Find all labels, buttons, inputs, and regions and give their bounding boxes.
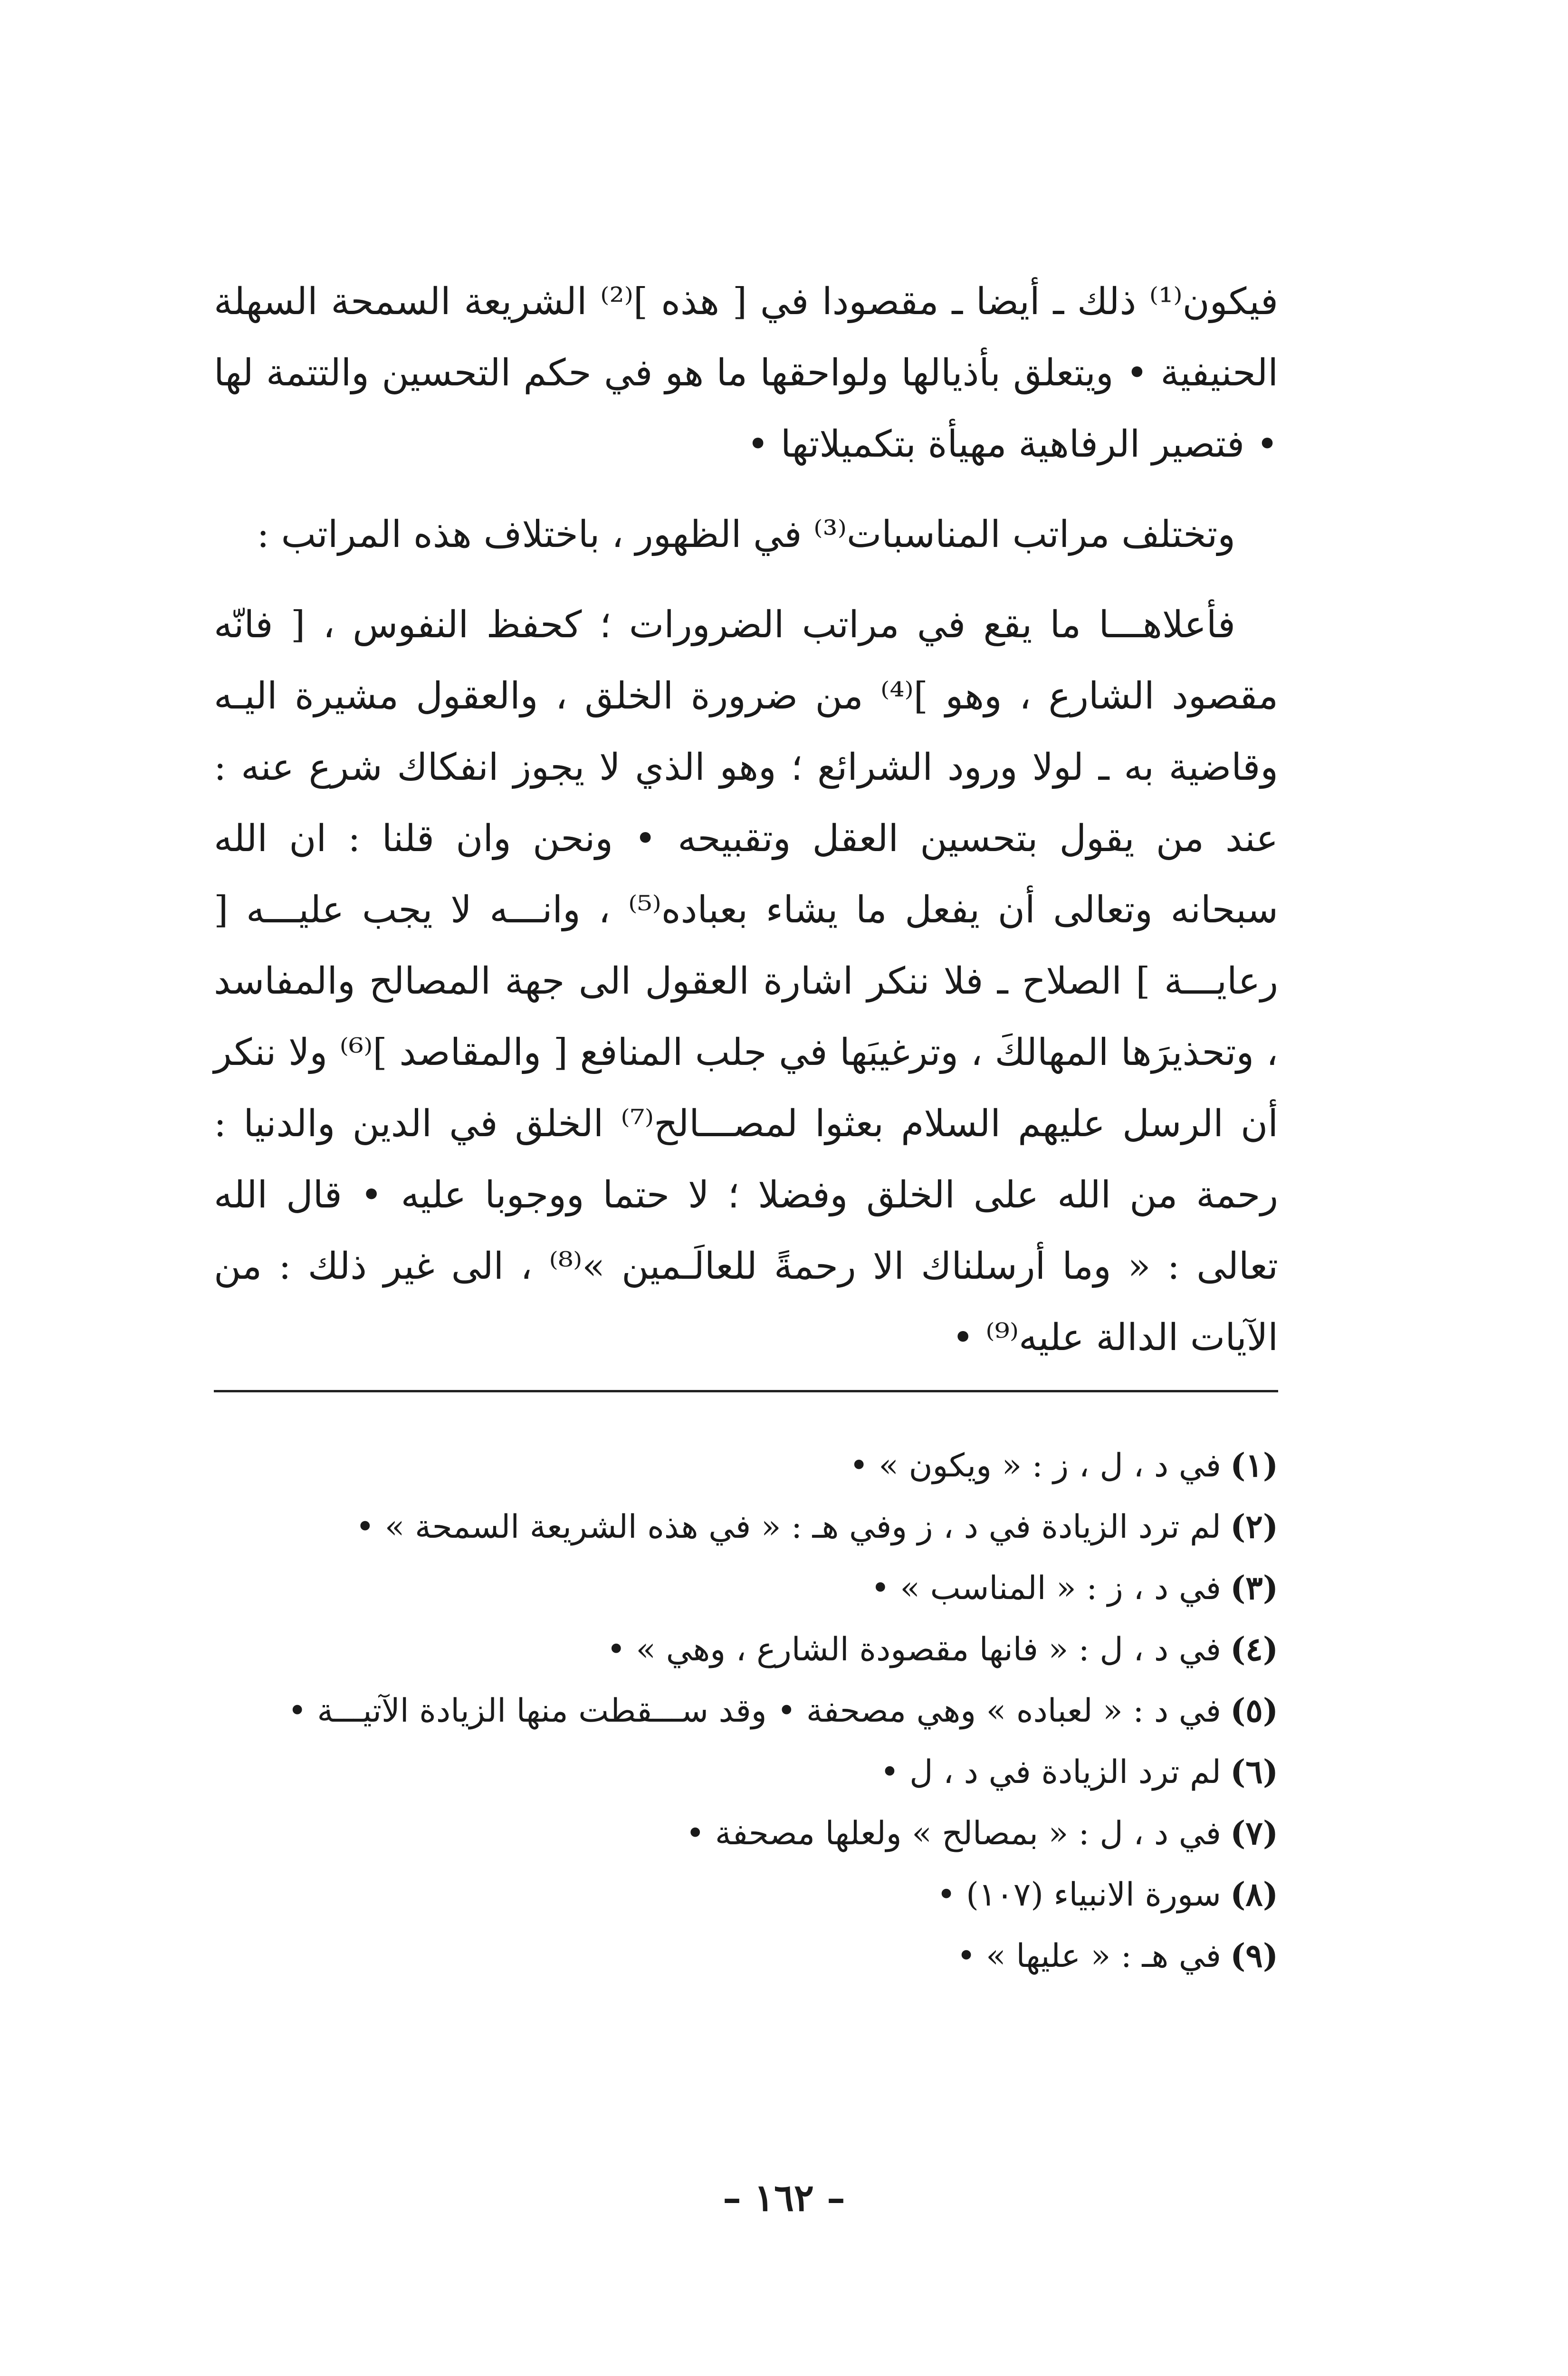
paragraph-1: فيكون⁽¹⁾ ذلك ـ أيضا ـ مقصودا في [ هذه ]⁽²⁾ الشريعة السمحة السهلة الحنيفية • ويتعلق بأذيالها ولواحقها ما هو في حكم التحسين والتتمة لها • فتصير الرفاهية مهيأة بتكميلاتها • bbox=[214, 280, 1278, 466]
footnote-text: في د ، ل : « بمصالح » ولعلها مصحفة • bbox=[686, 1815, 1221, 1852]
footnote-text: في د : « لعباده » وهي مصحفة • وقد ســـقطت منها الزيادة الآتيـــة • bbox=[287, 1692, 1221, 1730]
footnote-7 bbox=[214, 1803, 1278, 1864]
footnote-5 bbox=[214, 1680, 1278, 1742]
footnote-number: (٩) bbox=[1230, 1937, 1278, 1975]
footnote-text: في د ، ز : « المناسب » • bbox=[870, 1570, 1221, 1607]
page-number: – ١٦٢ – bbox=[723, 2176, 845, 2220]
footnote-9 bbox=[214, 1926, 1278, 1987]
footnote-text: في هـ : « عليها » • bbox=[956, 1937, 1221, 1975]
footnote-text: في د ، ل : « فانها مقصودة الشارع ، وهي » • bbox=[606, 1631, 1221, 1668]
footnote-6 bbox=[214, 1742, 1278, 1803]
footnote-number: (٤) bbox=[1230, 1630, 1278, 1668]
footnote-text: سورة الانبياء (١٠٧) • bbox=[937, 1876, 1221, 1914]
footnote-text: لم ترد الزيادة في د ، ز وفي هـ : « في هذه الشريعة السمحة » • bbox=[355, 1508, 1221, 1546]
footnote-text: لم ترد الزيادة في د ، ل • bbox=[880, 1753, 1221, 1791]
footnote-number: (٧) bbox=[1230, 1814, 1278, 1852]
footnote-number: (٦) bbox=[1230, 1753, 1278, 1791]
footnote-8 bbox=[214, 1864, 1278, 1926]
footnote-text: في د ، ل ، ز : « ويكون » • bbox=[849, 1447, 1221, 1485]
footnote-number: (٢) bbox=[1230, 1508, 1278, 1546]
footnote-number: (١) bbox=[1230, 1447, 1278, 1485]
footnote-1 bbox=[214, 1435, 1278, 1496]
footnote-divider bbox=[214, 1390, 1278, 1392]
paragraph-2: وتختلف مراتب المناسبات⁽³⁾ في الظهور ، باختلاف هذه المراتب : bbox=[257, 513, 1235, 556]
footnote-number: (٥) bbox=[1230, 1692, 1278, 1730]
footnote-number: (٨) bbox=[1230, 1876, 1278, 1914]
main-text-body bbox=[214, 266, 1278, 1392]
footnotes-section bbox=[214, 1435, 1278, 1987]
paragraph-3: فأعلاهـــا ما يقع في مراتب الضرورات ؛ كحفظ النفوس ، [ فانّه مقصود الشارع ، وهو ]⁽⁴⁾ من ضرورة الخلق ، والعقول مشيرة اليـه وقاضية به ـ لولا ورود الشرائع ؛ وهو الذي لا يجوز انفكاك شرع عنه : عند من يقول بتحسين العقل وتقبيحه • ونحن وان قلنا : ان الله سبحانه وتعالى أن يفعل ما يشاء بعباده⁽⁵⁾ ، وانـــه لا يجب عليـــه [ رعايـــة ] الصلاح ـ فلا ننكر اشارة العقول الى جهة المصالح والمفاسد ، وتحذيرَها المهالكَ ، وترغيبَها في جلب المنافع [ والمقاصد ]⁽⁶⁾ ولا ننكر أن الرسل عليهم السلام بعثوا لمصـــالح⁽⁷⁾ الخلق في الدين والدنيا : رحمة من الله على الخلق وفضلا ؛ لا حتما ووجوبا عليه • قال الله تعالى : « وما أرسلناك الا رحمةً للعالَـمين »⁽⁸⁾ ، الى غير ذلك : من الآيات الدالة عليه⁽⁹⁾ • bbox=[214, 604, 1279, 1359]
footnote-number: (٣) bbox=[1230, 1569, 1278, 1607]
footnote-4 bbox=[214, 1619, 1278, 1680]
footnote-3 bbox=[214, 1558, 1278, 1619]
footnote-2 bbox=[214, 1496, 1278, 1558]
